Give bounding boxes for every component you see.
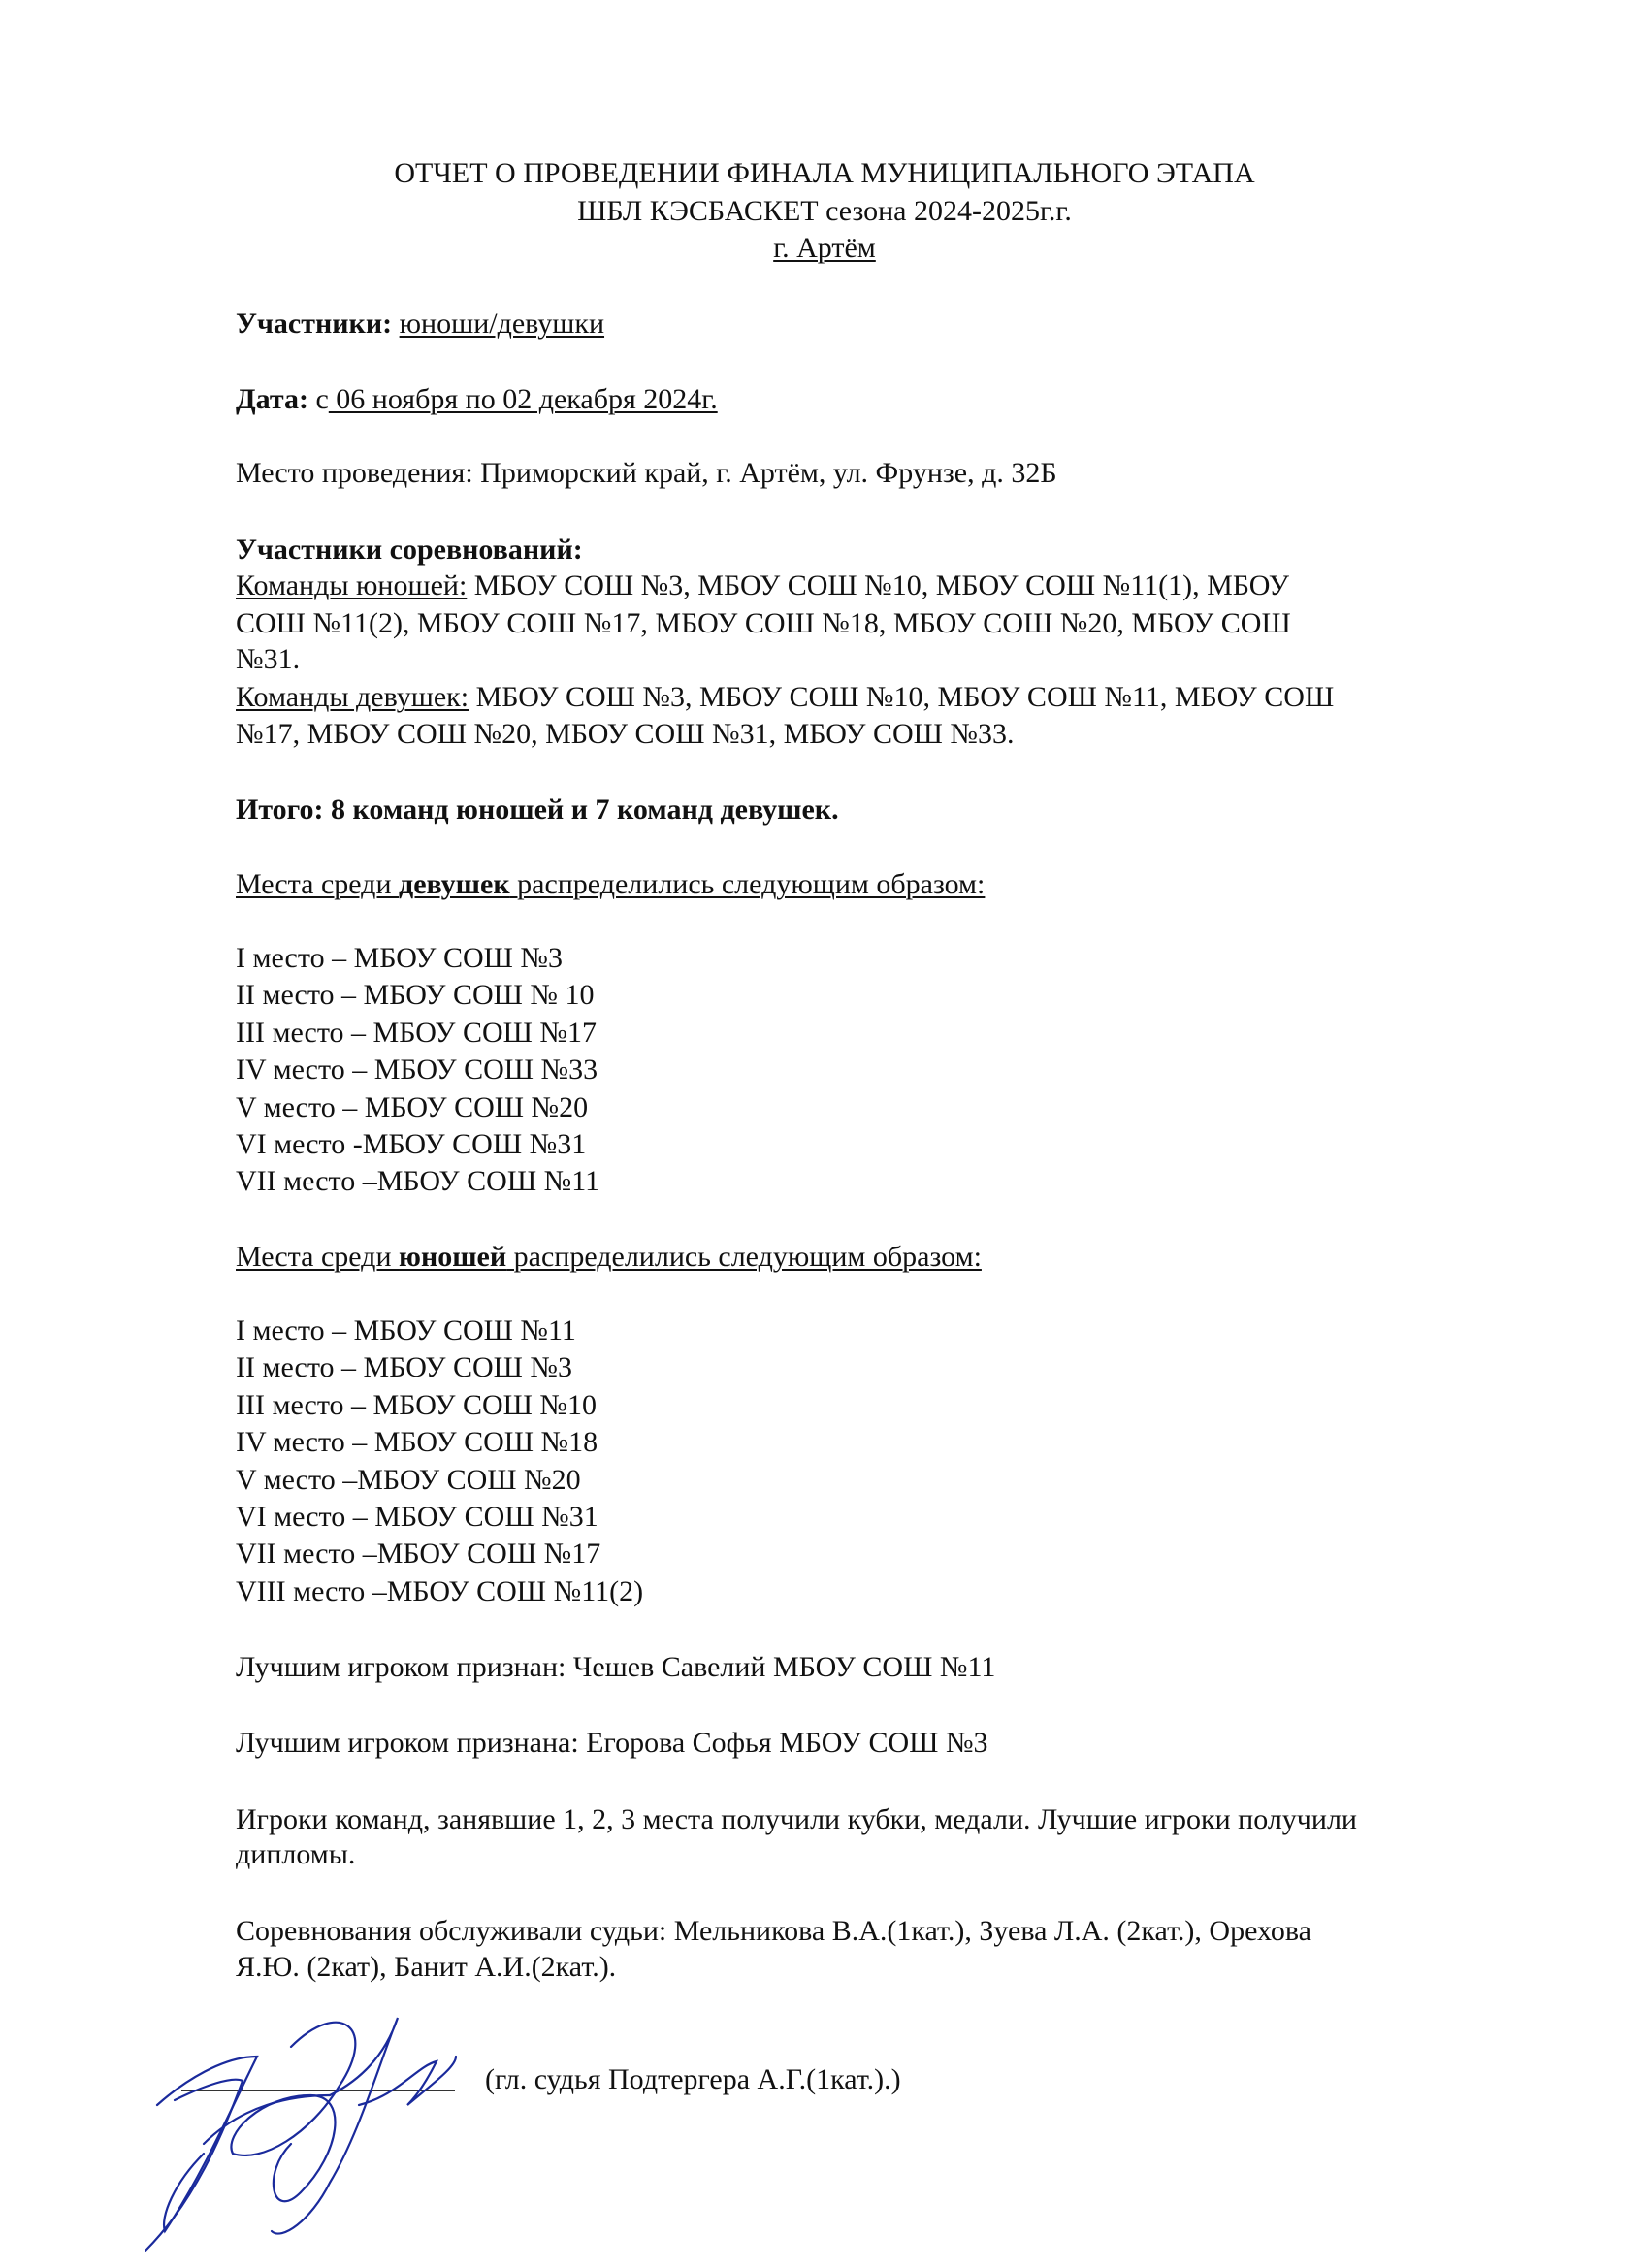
boys-place: VII место –МБОУ СОШ №17: [236, 1538, 601, 1570]
date-value: 06 ноября по 02 декабря 2024г.: [328, 383, 718, 415]
heading-post: распределились следующим образом:: [509, 868, 986, 900]
heading-pre: Места среди: [236, 1241, 400, 1273]
boys-teams-line-1: [236, 567, 1289, 604]
girls-place: I место – МБОУ СОШ №3: [236, 942, 564, 974]
girls-place: VII место –МБОУ СОШ №11: [236, 1165, 600, 1197]
boys-place: II место – МБОУ СОШ №3: [236, 1351, 573, 1383]
girls-place: III место – МБОУ СОШ №17: [236, 1017, 598, 1049]
girls-place: II место – МБОУ СОШ № 10: [236, 979, 595, 1011]
date-prefix: с: [307, 383, 329, 415]
participants-label: Участники:: [236, 308, 393, 340]
chief-judge-caption: (гл. судья Подтергера А.Г.(1кат.).): [485, 2063, 901, 2095]
date-label: Дата:: [236, 383, 308, 415]
girls-place: V место – МБОУ СОШ №20: [236, 1091, 589, 1123]
title-city: [0, 230, 1649, 267]
boys-teams-line-2: СОШ №11(2), МБОУ СОШ №17, МБОУ СОШ №18, МБОУ СОШ №20, МБОУ СОШ: [236, 607, 1291, 639]
teams-heading-text: Участники соревнований:: [236, 534, 583, 566]
boys-place: IV место – МБОУ СОШ №18: [236, 1426, 598, 1458]
boys-place: VI место – МБОУ СОШ №31: [236, 1501, 598, 1533]
venue-line: Место проведения: Приморский край, г. Артём, ул. Фрунзе, д. 32Б: [236, 457, 1057, 489]
boys-results-heading: [236, 1239, 982, 1276]
prizes-line-2: дипломы.: [236, 1838, 356, 1870]
girls-results-heading: [236, 866, 985, 903]
boys-teams-label: Команды юношей:: [236, 569, 468, 601]
referees-line-1: Соревнования обслуживали судьи: Мельникова В.А.(1кат.), Зуева Л.А. (2кат.), Орехова: [236, 1915, 1311, 1947]
boys-place: VIII место –МБОУ СОШ №11(2): [236, 1575, 644, 1607]
best-boy: Лучшим игроком признан: Чешев Савелий МБОУ СОШ №11: [236, 1651, 996, 1683]
girls-teams-line-2: №17, МБОУ СОШ №20, МБОУ СОШ №31, МБОУ СОШ №33.: [236, 718, 1015, 750]
girls-teams-line-1: [236, 679, 1334, 716]
boys-teams-line-3: №31.: [236, 643, 301, 675]
teams-total: [236, 792, 839, 828]
girls-teams-label: Команды девушек:: [236, 681, 469, 713]
title-line-2: ШБЛ КЭСБАСКЕТ сезона 2024-2025г.г.: [577, 195, 1072, 227]
teams-total-text: Итого: 8 команд юношей и 7 команд девушек.: [236, 794, 839, 826]
handwritten-signature: [146, 1989, 553, 2260]
boys-place: I место – МБОУ СОШ №11: [236, 1314, 576, 1346]
boys-place: III место – МБОУ СОШ №10: [236, 1389, 598, 1421]
participants-line: [236, 306, 604, 342]
prizes-line-1: Игроки команд, занявшие 1, 2, 3 места получили кубки, медали. Лучшие игроки получили: [236, 1803, 1357, 1835]
girls-teams-text-1: МБОУ СОШ №3, МБОУ СОШ №10, МБОУ СОШ №11, МБОУ СОШ: [469, 681, 1335, 713]
heading-post: распределились следующим образом:: [506, 1241, 982, 1273]
girls-place: VI место -МБОУ СОШ №31: [236, 1128, 587, 1160]
participants-value: юноши/девушки: [399, 308, 605, 340]
heading-pre: Места среди: [236, 868, 400, 900]
boys-teams-text-1: МБОУ СОШ №3, МБОУ СОШ №10, МБОУ СОШ №11(1), МБОУ: [467, 569, 1290, 601]
girls-place: IV место – МБОУ СОШ №33: [236, 1053, 598, 1085]
referees-line-2: Я.Ю. (2кат), Банит А.И.(2кат.).: [236, 1951, 617, 1983]
title-line-1: ОТЧЕТ О ПРОВЕДЕНИИ ФИНАЛА МУНИЦИПАЛЬНОГО ЭТАПА: [394, 157, 1255, 189]
heading-bold: юношей: [399, 1241, 507, 1273]
boys-place: V место –МБОУ СОШ №20: [236, 1464, 581, 1496]
teams-heading: [236, 532, 583, 568]
heading-bold: девушек: [399, 868, 510, 900]
date-line: [236, 381, 718, 418]
best-girl: Лучшим игроком признана: Егорова Софья МБОУ СОШ №3: [236, 1727, 988, 1759]
city: г. Артём: [773, 232, 876, 264]
